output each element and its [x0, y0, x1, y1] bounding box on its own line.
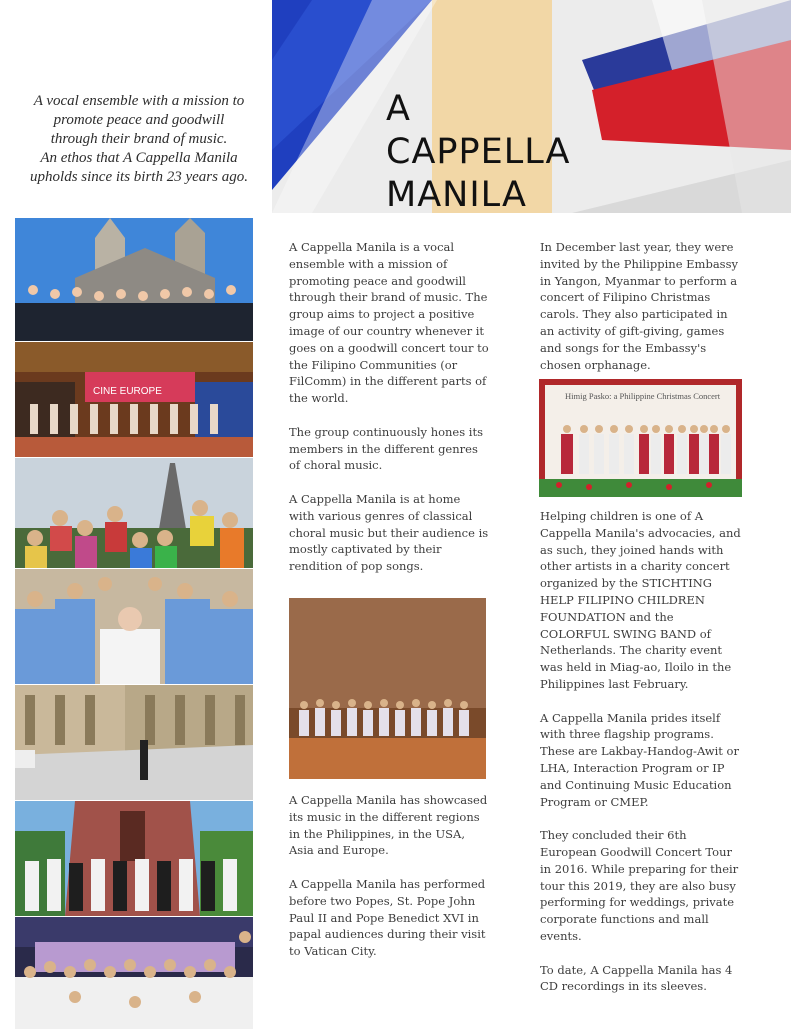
paragraph: A Cappella Manila is at home with various genres of classical choral music but their audience is mostly captivated by their rendition of pop songs.	[289, 491, 489, 574]
photo-cathedral	[15, 218, 253, 342]
article-column-1-continued	[289, 792, 489, 977]
photo-church-choir	[15, 801, 253, 917]
paragraph: Helping children is one of A Cappella Manila's advocacies, and as such, they joined hands with other artists in a charity concert organized by the STICHTING HELP FILIPINO CHILDREN FOUNDATION and the COLORFUL SWING BAND of Netherlands. The charity event was held in Miag-ao, Iloilo in the Philippines last February.	[540, 509, 741, 691]
photo-cine-europe-event	[15, 342, 253, 458]
paragraph: In December last year, they were invited by the Philippine Embassy in Yangon, Myanmar to perform a concert of Filipino Christmas carols. They also participated in an activity of gift-giving, games and songs for the Embassy's chosen orphanage.	[540, 240, 738, 372]
intro-line: An ethos that A Cappella Manila	[40, 150, 238, 166]
article-column-1	[289, 239, 489, 592]
paragraph: A Cappella Manila has performed before two Popes, St. Pope John Paul II and Pope Benedict XVI in papal audiences during their visit to Vatican City.	[289, 876, 486, 959]
photo-stage-group	[15, 917, 253, 1030]
title-line-3: MANILA	[386, 175, 527, 215]
paragraph: A Cappella Manila prides itself with three flagship programs. These are Lakbay-Handog-Awit or LHA, Interaction Program or IP and Continuing Music Education Program or CMEP.	[540, 710, 739, 809]
intro-text	[14, 92, 264, 187]
intro-line: through their brand of music.	[50, 131, 228, 147]
intro-line: upholds since its birth 23 years ago.	[30, 169, 248, 185]
photo-concert-hall	[289, 598, 486, 779]
paragraph: To date, A Cappella Manila has 4 CD recordings in its sleeves.	[540, 962, 733, 994]
publication-title	[386, 88, 570, 217]
intro-line: A vocal ensemble with a mission to	[33, 93, 245, 109]
intro-line: promote peace and goodwill	[53, 112, 225, 128]
article-column-2-continued	[540, 508, 742, 1012]
photo-christmas-concert	[539, 379, 742, 497]
title-line-1: A	[386, 89, 411, 129]
paragraph: A Cappella Manila has showcased its music in the different regions in the Philippines, in the USA, Asia and Europe.	[289, 793, 488, 858]
concert-banner-text: Himig Pasko: a Philippine Christmas Concert	[565, 391, 721, 401]
event-banner-text: CINE EUROPE	[93, 386, 162, 397]
photo-papal-audience	[15, 569, 253, 685]
paragraph: They concluded their 6th European Goodwill Concert Tour in 2016. While preparing for their tour this 2019, they are also busy performing for weddings, private corporate functions and mall events.	[540, 828, 739, 943]
paragraph: A Cappella Manila is a vocal ensemble with a mission of promoting peace and goodwill through their brand of music. The group aims to project a positive image of our country whenever it goes on a goodwill concert tour to the Filipino Communities (or FilComm) in the different parts of the world.	[289, 240, 489, 406]
photo-eiffel-group	[15, 458, 253, 569]
title-line-2: CAPPELLA	[386, 132, 571, 172]
paragraph: The group continuously hones its members in the different genres of choral music.	[289, 424, 483, 473]
photo-vatican-plaza	[15, 685, 253, 801]
article-column-2	[540, 239, 742, 390]
photo-collage	[15, 218, 253, 1030]
